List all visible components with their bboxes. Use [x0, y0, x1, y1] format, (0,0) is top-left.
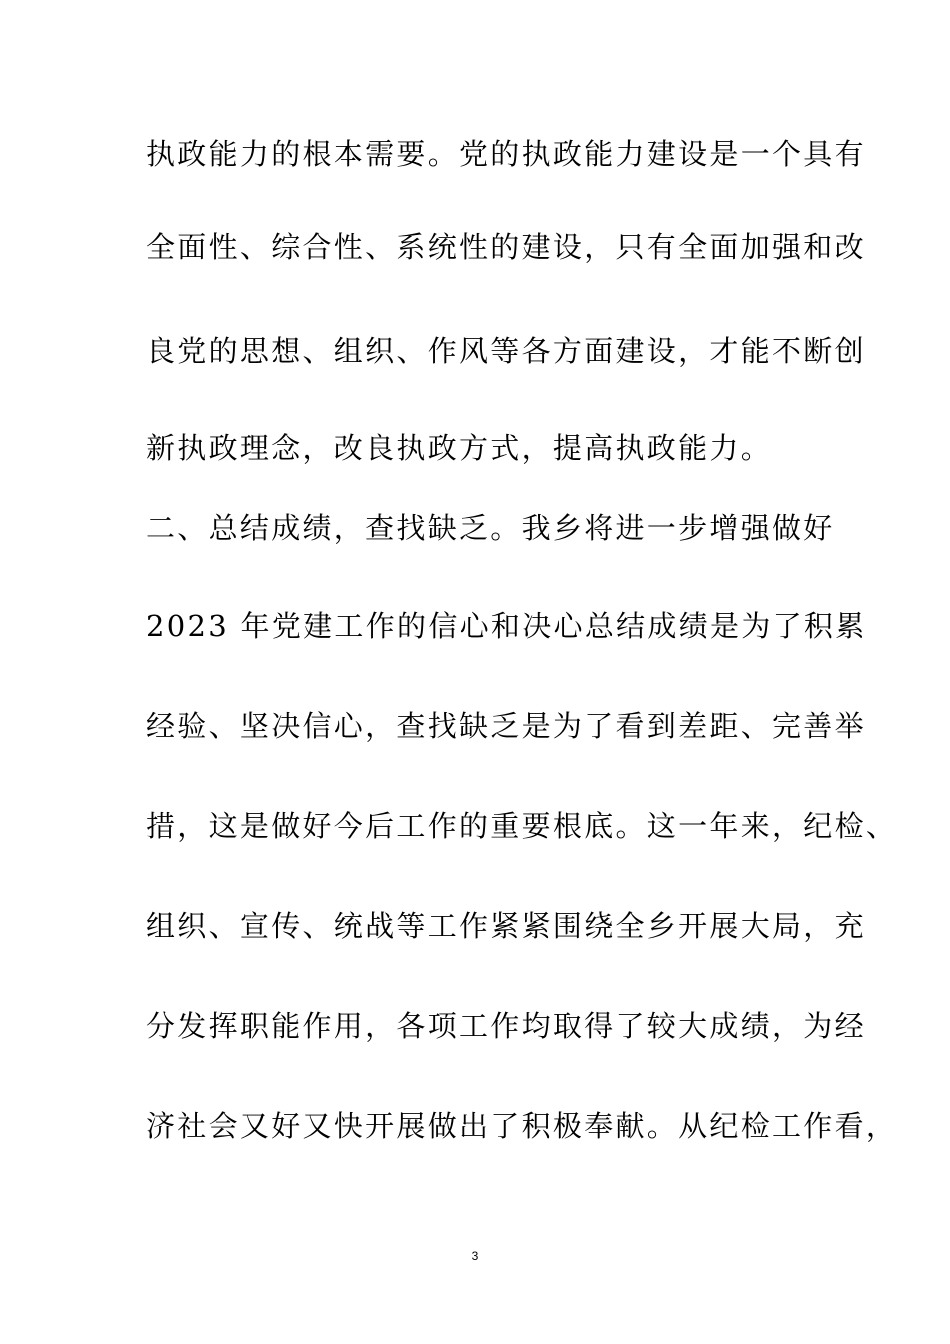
- text-line: 二、总结成绩，查找缺乏。我乡将进一步增强做好: [146, 511, 835, 545]
- text-line: 执政能力的根本需要。党的执政能力建设是一个具有: [146, 137, 866, 171]
- page-number: 3: [471, 1249, 479, 1263]
- text-line: 新执政理念，改良执政方式，提高执政能力。: [146, 431, 773, 465]
- text-line: 2023 年党建工作的信心和决心总结成绩是为了积累: [146, 609, 867, 643]
- text-line: 济社会又好又快开展做出了积极奉献。从纪检工作看，: [146, 1109, 898, 1143]
- text-line: 全面性、综合性、系统性的建设，只有全面加强和改: [146, 230, 866, 264]
- text-line: 良党的思想、组织、作风等各方面建设，才能不断创: [146, 334, 866, 368]
- text-line: 措，这是做好今后工作的重要根底。这一年来，纪检、: [146, 809, 898, 843]
- text-line: 组织、宣传、统战等工作紧紧围绕全乡开展大局，充: [146, 909, 866, 943]
- text-line: 经验、坚决信心，查找缺乏是为了看到差距、完善举: [146, 709, 866, 743]
- text-line: 分发挥职能作用，各项工作均取得了较大成绩，为经: [146, 1009, 866, 1043]
